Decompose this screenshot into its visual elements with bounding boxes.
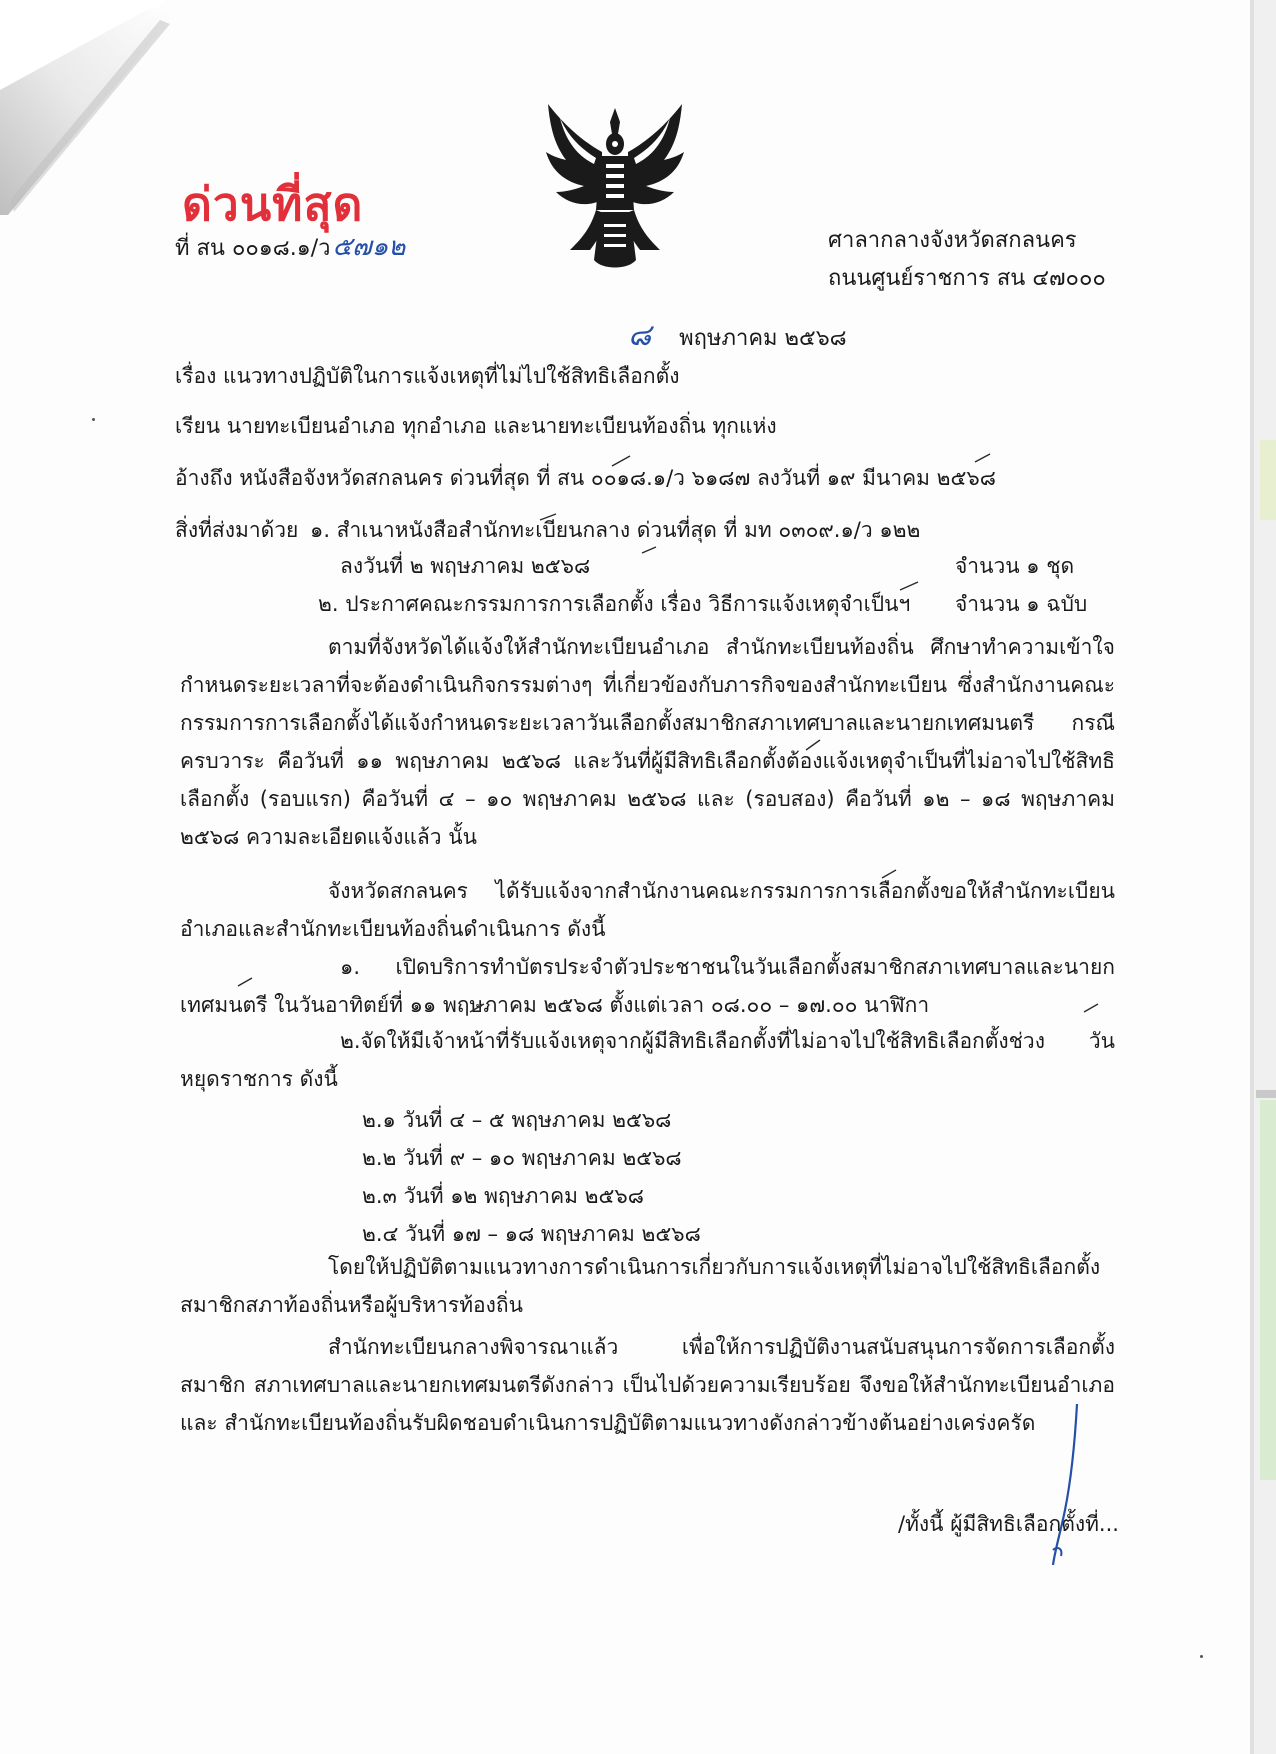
document-number (175, 226, 405, 267)
enclosure-1-line-1: ๑. สำเนาหนังสือสำนักทะเบียนกลาง ด่วนที่สุด ที่ มท ๐๓๐๙.๑/ว ๑๒๒ (310, 518, 921, 542)
enclosure-label: สิ่งที่ส่งมาด้วย (175, 518, 299, 542)
enclosure-1-quantity: จำนวน ๑ ชุด (955, 554, 1075, 578)
date-text: พฤษภาคม ๒๕๖๘ (679, 326, 847, 351)
sub-item-2-2: ๒.๒ วันที่ ๙ – ๑๐ พฤษภาคม ๒๕๖๘ (362, 1146, 682, 1170)
sub-item-2-3: ๒.๓ วันที่ ๑๒ พฤษภาคม ๒๕๖๘ (362, 1184, 644, 1208)
sub-item-2-1: ๒.๑ วันที่ ๔ – ๕ พฤษภาคม ๒๕๖๘ (362, 1108, 672, 1132)
garuda-emblem-icon (540, 100, 690, 275)
handwritten-pen-stroke (1045, 1400, 1085, 1570)
body-paragraph-3-text: โดยให้ปฏิบัติตามแนวทางการดำเนินการเกี่ยวกับการแจ้งเหตุที่ไม่อาจไปใช้สิทธิเลือกตั้ง สมาชิกสภาท้องถิ่นหรือผู้บริหารท้องถิ่น (180, 1255, 1101, 1317)
document-date (628, 312, 847, 359)
body-paragraph-2 (180, 872, 1115, 948)
continuation-text: /ทั้งนี้ ผู้มีสิทธิเลือกตั้งที่... (898, 1512, 1119, 1536)
enclosure-1-line-2: ลงวันที่ ๒ พฤษภาคม ๒๕๖๘ (340, 554, 591, 578)
body-paragraph-1-text: ตามที่จังหวัดได้แจ้งให้สำนักทะเบียนอำเภอ สำนักทะเบียนท้องถิ่น ศึกษาทำความเข้าใจ กำหนดระยะเวลาที่จะต้องดำเนินกิจกรรมต่างๆ ที่เกี่ยวข้องกับภารกิจของสำนักทะเบียน ซึ่งสำนักงานคณะกรรมการการเลือกตั้งได้แจ้งกำหนดระยะเวลาวันเลือกตั้งสมาชิกสภาเทศบาลและนายกเทศมนตรี กรณีครบวาระ คือวันที่ ๑๑ พฤษภาคม ๒๕๖๘ และวันที่ผู้มีสิทธิเลือกตั้งต้องแจ้งเหตุจำเป็นที่ไม่อาจไปใช้สิทธิเลือกตั้ง (รอบแรก) คือวันที่ ๔ – ๑๐ พฤษภาคม ๒๕๖๘ และ (รอบสอง) คือวันที่ ๑๒ – ๑๘ พฤษภาคม ๒๕๖๘ ความละเอียดแจ้งแล้ว นั้น (180, 635, 1115, 849)
scan-speck (92, 418, 95, 421)
date-day-handwritten: ๘ (628, 318, 652, 353)
body-paragraph-1 (180, 628, 1115, 856)
scan-fold-shadow (0, 0, 210, 230)
body-paragraph-4 (180, 1328, 1115, 1442)
reference-line: อ้างถึง หนังสือจังหวัดสกลนคร ด่วนที่สุด ที่ สน ๐๐๑๘.๑/ว ๖๑๘๗ ลงวันที่ ๑๙ มีนาคม ๒๕๖๘ (175, 466, 996, 490)
urgency-stamp: ด่วนที่สุด (182, 177, 364, 231)
document-number-prefix: ที่ สน ๐๐๑๘.๑/ว (175, 236, 331, 261)
office-line-1: ศาลากลางจังหวัดสกลนคร (828, 228, 1077, 253)
sub-item-2-4: ๒.๔ วันที่ ๑๗ – ๑๘ พฤษภาคม ๒๕๖๘ (362, 1222, 701, 1246)
office-address (828, 222, 1106, 298)
scan-edge-artifact (1246, 0, 1276, 1754)
subject-line: เรื่อง แนวทางปฏิบัติในการแจ้งเหตุที่ไม่ไปใช้สิทธิเลือกตั้ง (175, 364, 680, 388)
body-item-2-text: ๒.จัดให้มีเจ้าหน้าที่รับแจ้งเหตุจากผู้มีสิทธิเลือกตั้งที่ไม่อาจไปใช้สิทธิเลือกตั้งช่วง วันหยุดราชการ ดังนี้ (180, 1029, 1115, 1091)
body-paragraph-3 (180, 1248, 1115, 1324)
body-item-2 (180, 1022, 1115, 1098)
body-item-1 (180, 948, 1115, 1024)
addressee-line: เรียน นายทะเบียนอำเภอ ทุกอำเภอ และนายทะเบียนท้องถิ่น ทุกแห่ง (175, 414, 777, 438)
document-number-handwritten: ๕๗๑๒ (332, 232, 406, 262)
scan-speck (1200, 1655, 1203, 1658)
enclosure-2: ๒. ประกาศคณะกรรมการการเลือกตั้ง เรื่อง วิธีการแจ้งเหตุจำเป็นฯ (318, 592, 911, 616)
body-paragraph-4-text: สำนักทะเบียนกลางพิจารณาแล้ว เพื่อให้การปฏิบัติงานสนับสนุนการจัดการเลือกตั้งสมาชิก สภาเทศบาลและนายกเทศมนตรีดังกล่าว เป็นไปด้วยความเรียบร้อย จึงขอให้สำนักทะเบียนอำเภอและ สำนักทะเบียนท้องถิ่นรับผิดชอบดำเนินการปฏิบัติตามแนวทางดังกล่าวข้างต้นอย่างเคร่งครัด (180, 1335, 1115, 1435)
body-paragraph-2-text: จังหวัดสกลนคร ได้รับแจ้งจากสำนักงานคณะกรรมการการเลือกตั้งขอให้สำนักทะเบียน อำเภอและสำนักทะเบียนท้องถิ่นดำเนินการ ดังนี้ (180, 879, 1115, 941)
enclosure-2-quantity: จำนวน ๑ ฉบับ (955, 592, 1088, 616)
office-line-2: ถนนศูนย์ราชการ สน ๔๗๐๐๐ (828, 266, 1106, 291)
body-item-1-text: ๑. เปิดบริการทำบัตรประจำตัวประชาชนในวันเลือกตั้งสมาชิกสภาเทศบาลและนายกเทศมนตรี ในวันอาทิตย์ที่ ๑๑ พฤษภาคม ๒๕๖๘ ตั้งแต่เวลา ๐๘.๐๐ – ๑๗.๐๐ นาฬิกา (180, 955, 1115, 1017)
